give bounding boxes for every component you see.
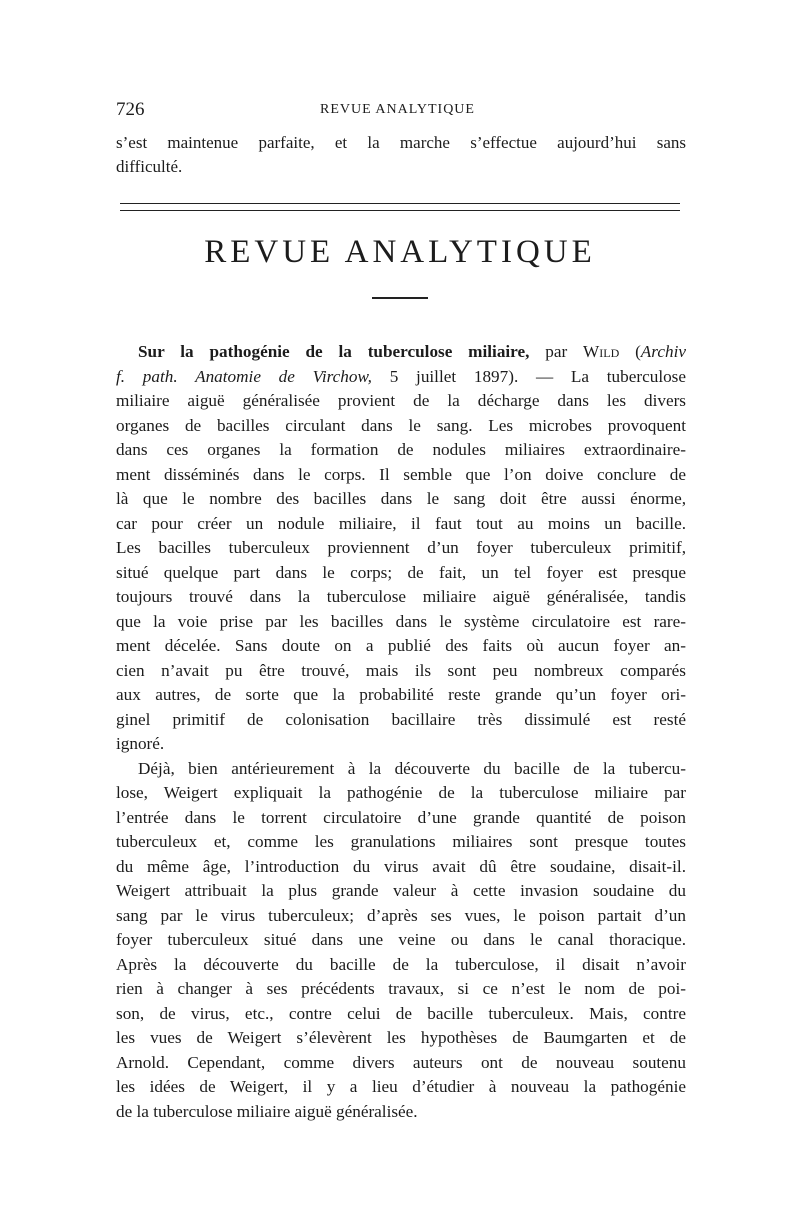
citation-journal-2: f. path. Anatomie de Virchow,: [116, 366, 372, 386]
p2-line: tuberculeux et, comme les granulations miliaires sont presque toutes: [116, 832, 686, 851]
p1-line: aux autres, de sorte que la probabilité reste grande qu’un foyer ori-: [116, 685, 686, 704]
section-title: REVUE ANALYTIQUE: [204, 234, 596, 270]
p1-line: cien n’avait pu être trouvé, mais ils sont peu nombreux comparés: [116, 660, 686, 680]
continuation-line: s’est maintenue parfaite, et la marche s’effectue aujourd’hui sans: [116, 133, 686, 152]
p2-line: sang par le virus tuberculeux; d’après ses vues, le poison partait d’un: [116, 905, 686, 925]
article-heading-line: [116, 340, 686, 365]
p2-line: de la tuberculose miliaire aiguë généralisée.: [116, 1101, 418, 1121]
p2-line: du même âge, l’introduction du virus avait dû être soudaine, disait-il.: [116, 856, 686, 876]
p1-line: dans ces organes la formation de nodules miliaires extraordinaire-: [116, 440, 686, 459]
p1-line: Les bacilles tuberculeux proviennent d’un foyer tuberculeux primitif,: [116, 538, 686, 557]
p2-line: Après la découverte du bacille de la tuberculose, il disait n’avoir: [116, 954, 686, 974]
p1-line: toujours trouvé dans la tuberculose miliaire aiguë généralisée, tandis: [116, 587, 686, 606]
continuation-text: [116, 131, 686, 179]
running-head: REVUE ANALYTIQUE: [320, 102, 475, 117]
article-author: Wild: [583, 342, 620, 361]
p2-line: foyer tuberculeux situé dans une veine ou dans le canal thoracique.: [116, 930, 686, 949]
p2-line: son, de virus, etc., contre celui de bacille tuberculeux. Mais, contre: [116, 1003, 686, 1023]
p2-line: les idées de Weigert, il y a lieu d’étudier à nouveau la pathogénie: [116, 1077, 686, 1096]
short-rule-divider: [372, 297, 428, 299]
p1-line: que la voie prise par les bacilles dans le système circulatoire est rare-: [116, 611, 686, 631]
p2-line: les vues de Weigert s’élevèrent les hypothèses de Baumgarten et de: [116, 1028, 686, 1047]
p2-line: l’entrée dans le torrent circulatoire d’une grande quantité de poison: [116, 807, 686, 827]
p1-line: ment disséminés dans le corps. Il semble que l’on doive conclure de: [116, 464, 686, 484]
p1-line: car pour créer un nodule miliaire, il faut tout au moins un bacille.: [116, 513, 686, 533]
p2-line: lose, Weigert expliquait la pathogénie de la tuberculose miliaire par: [116, 783, 686, 802]
page-number: 726: [116, 99, 145, 120]
p2-line: rien à changer à ses précédents travaux, si ce n’est le nom de poi-: [116, 979, 686, 998]
p1-line: La tuberculose: [570, 366, 687, 386]
citation-date: 5 juillet 1897). —: [371, 366, 571, 386]
p1-line: ment décelée. Sans doute on a publié des faits où aucun foyer an-: [116, 636, 686, 655]
p2-line: Arnold. Cependant, comme divers auteurs ont de nouveau soutenu: [116, 1052, 686, 1072]
p1-line: situé quelque part dans le corps; de fait, un tel foyer est presque: [116, 562, 686, 582]
author-intro: par: [529, 342, 584, 361]
p2-line: Déjà, bien antérieurement à la découverte du bacille de la tubercu-: [138, 758, 686, 778]
page-header: [116, 99, 686, 123]
p1-line: organes de bacilles circulant dans le sang. Les microbes provoquent: [116, 415, 686, 435]
p1-line: ignoré.: [116, 734, 165, 753]
p1-line: là que le nombre des bacilles dans le sang doit être aussi énorme,: [116, 489, 686, 508]
citation-open: (: [619, 342, 641, 361]
double-rule-divider: [120, 203, 680, 211]
continuation-line: difficulté.: [116, 157, 183, 176]
citation-journal-1: Archiv: [640, 342, 686, 361]
article-heading-line-2: [116, 365, 686, 390]
article-body: [116, 340, 686, 1124]
p1-line: ginel primitif de colonisation bacillaire très dissimulé est resté: [116, 709, 686, 729]
article-title: Sur la pathogénie de la tuberculose miliaire,: [138, 342, 530, 361]
p1-line: miliaire aiguë généralisée provient de la décharge dans les divers: [116, 391, 686, 410]
p2-line: Weigert attribuait la plus grande valeur à cette invasion soudaine du: [116, 881, 686, 900]
